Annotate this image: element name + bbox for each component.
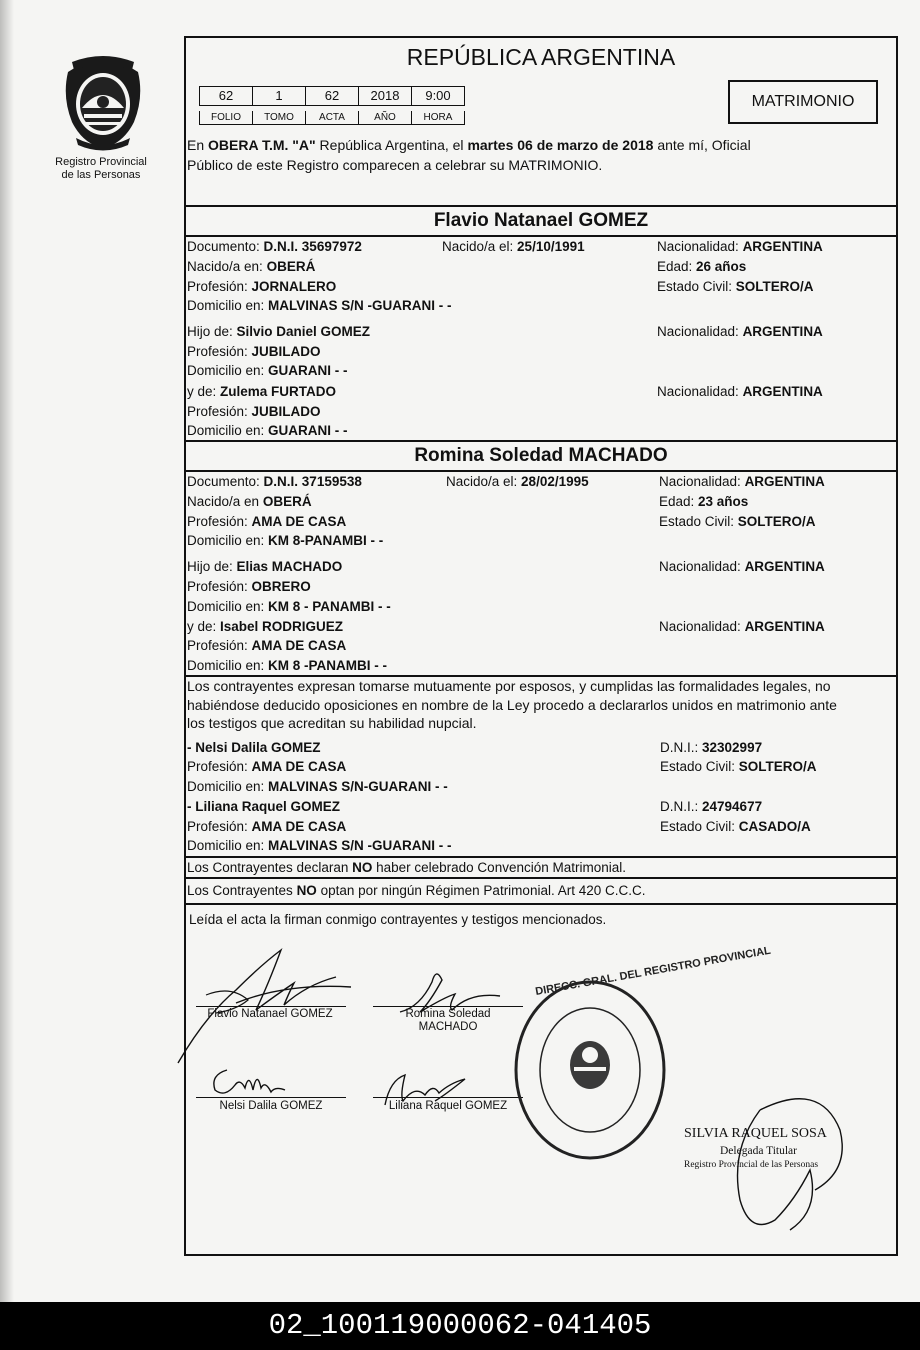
country-title: REPÚBLICA ARGENTINA <box>406 44 676 70</box>
folio-value: 62 <box>199 86 253 106</box>
spouse1-age: Edad: 26 años <box>657 259 747 274</box>
spouse1-mother: y de: Zulema FURTADO <box>187 384 337 399</box>
divider <box>184 205 898 207</box>
spouse2-birthplace: Nacido/a en OBERÁ <box>187 494 312 509</box>
page-edge-shadow <box>0 0 14 1302</box>
divider <box>184 877 898 879</box>
bride-signature-caption-line1: Romina Soledad <box>405 1008 491 1020</box>
registry-name-line1: Registro Provincial <box>55 156 147 168</box>
spouse2-father: Hijo de: Elias MACHADO <box>187 559 343 574</box>
spouse1-father-address: Domicilio en: GUARANI - - <box>187 363 348 378</box>
spouse2-age: Edad: 23 años <box>659 494 749 509</box>
spouse1-nationality: Nacionalidad: ARGENTINA <box>657 239 823 254</box>
witness1-signature-caption: Nelsi Dalila GOMEZ <box>219 1100 323 1112</box>
folio-label: FOLIO <box>199 111 253 125</box>
spouse2-civil-status: Estado Civil: SOLTERO/A <box>659 514 816 529</box>
official-name: SILVIA RAQUEL SOSA <box>684 1126 827 1141</box>
witness1-signature <box>205 1060 295 1105</box>
hora-value: 9:00 <box>411 86 465 106</box>
ano-label: AÑO <box>358 111 412 125</box>
document-code: 02_100119000062-041405 <box>0 1302 920 1350</box>
spouse1-mother-address: Domicilio en: GUARANI - - <box>187 423 348 438</box>
ano-value: 2018 <box>358 86 412 106</box>
spouse2-mother-address: Domicilio en: KM 8 -PANAMBI - - <box>187 658 388 673</box>
registry-name-line2: de las Personas <box>61 169 141 181</box>
divider <box>184 440 898 442</box>
witness1-address: Domicilio en: MALVINAS S/N-GUARANI - - <box>187 779 448 794</box>
registry-name <box>40 156 162 182</box>
intro-line2: Público de este Registro comparecen a celebrar su MATRIMONIO. <box>187 157 603 173</box>
acta-value: 62 <box>305 86 359 106</box>
groom-signature <box>176 935 366 1070</box>
spouse1-address: Domicilio en: MALVINAS S/N -GUARANI - - <box>187 298 452 313</box>
official-organization: Registro Provincial de las Personas <box>684 1160 819 1170</box>
spouse1-father-nationality: Nacionalidad: ARGENTINA <box>657 324 823 339</box>
closing-statement: Leída el acta la firman conmigo contrayentes y testigos mencionados. <box>189 912 607 927</box>
tomo-value: 1 <box>252 86 306 106</box>
witness1-civil-status: Estado Civil: SOLTERO/A <box>660 759 817 774</box>
official-signature <box>700 1070 860 1240</box>
spouse2-name: Romina Soledad MACHADO <box>414 445 668 466</box>
acta-label: ACTA <box>305 111 359 125</box>
spouse1-father-profession: Profesión: JUBILADO <box>187 344 321 359</box>
signature-line <box>373 1006 523 1007</box>
signature-line <box>196 1006 346 1007</box>
spouse2-mother-nationality: Nacionalidad: ARGENTINA <box>659 619 825 634</box>
witness2-address: Domicilio en: MALVINAS S/N -GUARANI - - <box>187 838 452 853</box>
spouse2-mother: y de: Isabel RODRIGUEZ <box>187 619 344 634</box>
spouse2-profession: Profesión: AMA DE CASA <box>187 514 347 529</box>
witness2-civil-status: Estado Civil: CASADO/A <box>660 819 811 834</box>
declaration-line2: habiéndose deducido oposiciones en nombre de la Ley procedo a declararlos unidos en matrimonio ante <box>187 697 837 713</box>
spouse2-mother-profession: Profesión: AMA DE CASA <box>187 638 347 653</box>
declaration-line3: los testigos que acreditan su habilidad nupcial. <box>187 715 477 731</box>
record-type-box: MATRIMONIO <box>728 80 878 124</box>
spouse1-birthdate: Nacido/a el: 25/10/1991 <box>442 239 585 254</box>
witness1-profession: Profesión: AMA DE CASA <box>187 759 347 774</box>
witness1-dni: D.N.I.: 32302997 <box>660 740 763 755</box>
spouse2-father-address: Domicilio en: KM 8 - PANAMBI - - <box>187 599 391 614</box>
witness2-signature-caption: Liliana Raquel GOMEZ <box>388 1100 508 1112</box>
signature-line <box>373 1097 523 1098</box>
province-coat-of-arms-logo <box>58 52 148 152</box>
witness2-name: - Liliana Raquel GOMEZ <box>187 799 341 814</box>
patrimonial-regime-statement: Los Contrayentes NO optan por ningún Régimen Patrimonial. Art 420 C.C.C. <box>187 883 646 898</box>
spouse1-civil-status: Estado Civil: SOLTERO/A <box>657 279 814 294</box>
spouse2-father-profession: Profesión: OBRERO <box>187 579 311 594</box>
intro-line1: En OBERA T.M. "A" República Argentina, el martes 06 de marzo de 2018 ante mí, Oficial <box>187 137 751 153</box>
spouse1-mother-nationality: Nacionalidad: ARGENTINA <box>657 384 823 399</box>
spouse1-birthplace: Nacido/a en: OBERÁ <box>187 259 316 274</box>
spouse2-document: Documento: D.N.I. 37159538 <box>187 474 362 489</box>
svg-text:DIRECC. GRAL. DEL REGISTRO PRO: DIRECC. GRAL. DEL REGISTRO PROVINCIAL <box>534 944 772 998</box>
witness2-dni: D.N.I.: 24794677 <box>660 799 763 814</box>
groom-signature-caption: Flavio Natanael GOMEZ <box>207 1008 333 1020</box>
declaration-line1: Los contrayentes expresan tomarse mutuamente por esposos, y cumplidas las formalidades legales, no <box>187 678 831 694</box>
official-title: Delegada Titular <box>720 1145 797 1157</box>
spouse1-profession: Profesión: JORNALERO <box>187 279 337 294</box>
witness2-profession: Profesión: AMA DE CASA <box>187 819 347 834</box>
signature-line <box>196 1097 346 1098</box>
spouse1-document: Documento: D.N.I. 35697972 <box>187 239 362 254</box>
intro-place: OBERA T.M. "A" <box>208 137 316 153</box>
tomo-label: TOMO <box>252 111 306 125</box>
intro-date: martes 06 de marzo de 2018 <box>467 137 654 153</box>
spouse1-name: Flavio Natanael GOMEZ <box>433 210 649 231</box>
spouse1-father: Hijo de: Silvio Daniel GOMEZ <box>187 324 371 339</box>
spouse2-nationality: Nacionalidad: ARGENTINA <box>659 474 825 489</box>
hora-label: HORA <box>411 111 465 125</box>
spouse2-address: Domicilio en: KM 8-PANAMBI - - <box>187 533 384 548</box>
spouse2-father-nationality: Nacionalidad: ARGENTINA <box>659 559 825 574</box>
divider <box>184 903 898 905</box>
bride-signature-caption-line2: MACHADO <box>418 1021 478 1033</box>
spouse1-mother-profession: Profesión: JUBILADO <box>187 404 321 419</box>
spouse2-birthdate: Nacido/a el: 28/02/1995 <box>446 474 589 489</box>
witness1-name: - Nelsi Dalila GOMEZ <box>187 740 321 755</box>
convention-statement: Los Contrayentes declaran NO haber celebrado Convención Matrimonial. <box>187 860 626 875</box>
